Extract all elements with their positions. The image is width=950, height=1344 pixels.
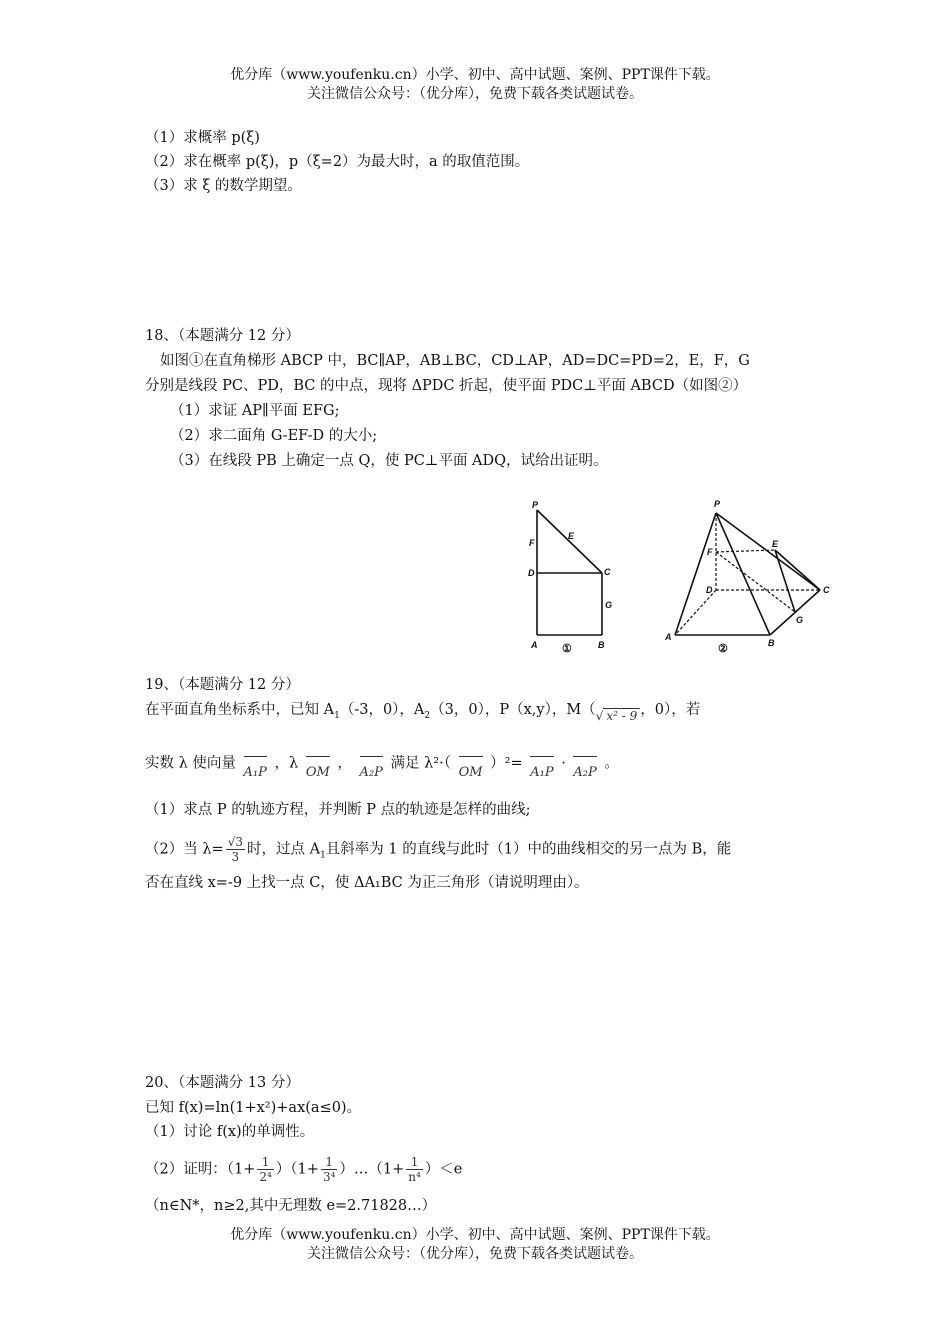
vector-a1p: A₁P bbox=[244, 756, 267, 783]
fraction-1-over-3-4: $\frac{1}{\text{3⁴}}$ bbox=[322, 1155, 336, 1184]
fig1-label-num: ① bbox=[562, 643, 572, 655]
fig1-label-e: E bbox=[568, 531, 575, 541]
fig1-label-b: B bbox=[598, 640, 605, 650]
q17-part2: （2）求在概率 p(ξ)，p（ξ=2）为最大时，a 的取值范围。 bbox=[145, 154, 530, 170]
q18-part3: （3）在线段 PB 上确定一点 Q，使 PC⊥平面 ADQ，试给出证明。 bbox=[170, 453, 608, 469]
fig2-label-b: B bbox=[768, 638, 775, 648]
fig2-label-d: D bbox=[706, 585, 713, 595]
q19-title: 19、（本题满分 12 分） bbox=[145, 677, 300, 693]
vector-a2p-2: A₂P bbox=[573, 756, 596, 783]
q19-stem-line2: 实数 λ 使向量 A₁P ，λ OM ， A₂P 满足 λ²·（ OM ）²= A₁P · A₂P 。 bbox=[145, 750, 619, 777]
figure-1 bbox=[537, 510, 602, 635]
q17-part3: （3）求 ξ 的数学期望。 bbox=[145, 178, 302, 194]
q18-stem-line2: 分别是线段 PC、PD，BC 的中点，现将 ΔPDC 折起，使平面 PDC⊥平面 ABCD（如图②） bbox=[145, 378, 748, 394]
q20-part1: （1）讨论 f(x)的单调性。 bbox=[145, 1124, 315, 1140]
vector-a2p: A₂P bbox=[360, 756, 383, 783]
q19-part2: （2）当 λ= $\frac{√3}{3}$ 时，过点 $A_1$且斜率为 1 的直线与此时（1）中的曲线相交的另一点为 B，能 bbox=[145, 835, 732, 864]
q20-stem: 已知 f(x)=ln(1+x²)+ax(a≤0)。 bbox=[145, 1100, 362, 1116]
fig2-label-num: ② bbox=[718, 643, 728, 655]
fraction-1-over-2-4: $\frac{1}{\text{2⁴}}$ bbox=[259, 1155, 272, 1184]
vector-om-2: OM bbox=[459, 756, 483, 783]
fig2-label-a: A bbox=[665, 632, 672, 642]
fig2-label-f: F bbox=[707, 547, 713, 557]
q19-part1: （1）求点 P 的轨迹方程，并判断 P 点的轨迹是怎样的曲线; bbox=[145, 802, 531, 818]
fig1-label-a: A bbox=[531, 640, 538, 650]
sqrt-expression: √ x² - 9 bbox=[596, 706, 641, 726]
fraction-sqrt3-over-3: $\frac{√3}{3}$ bbox=[227, 835, 243, 864]
page-footer-line1: 优分库（www.youfenku.cn）小学、初中、高中试题、案例、PPT课件下载。 bbox=[230, 1227, 720, 1243]
page-header-line1: 优分库（www.youfenku.cn）小学、初中、高中试题、案例、PPT课件下载。 bbox=[230, 67, 720, 83]
fig2-label-g: G bbox=[796, 615, 804, 625]
fig2-label-e: E bbox=[772, 539, 779, 549]
q19-stem-line1: 在平面直角坐标系中，已知 $A_1(-3$，0），$A_2(3$，0），P（x,y），M（√ x² - 9 ，0），若 bbox=[145, 700, 700, 726]
vector-a1p-2: A₁P bbox=[530, 756, 553, 783]
q18-part1: （1）求证 AP∥平面 EFG; bbox=[170, 403, 340, 419]
fig2-label-c: C bbox=[823, 585, 830, 595]
q18-figures bbox=[520, 495, 840, 660]
fig1-label-c: C bbox=[604, 567, 611, 577]
page-footer-line2: 关注微信公众号：（优分库），免费下载各类试题试卷。 bbox=[307, 1246, 643, 1262]
fig1-label-g: G bbox=[605, 600, 613, 610]
fig2-label-p: P bbox=[714, 499, 721, 509]
fraction-1-over-n-4: $\frac{1}{\text{n⁴}}$ bbox=[408, 1155, 421, 1184]
figure-1-labels bbox=[528, 500, 612, 655]
fig1-label-f: F bbox=[529, 538, 535, 548]
fig1-label-p: P bbox=[532, 500, 539, 510]
q19-part2-cont: 否在直线 x=-9 上找一点 C，使 ΔA₁BC 为正三角形（请说明理由）。 bbox=[145, 875, 589, 891]
q17-part1: （1）求概率 p(ξ) bbox=[145, 130, 260, 146]
q18-title: 18、（本题满分 12 分） bbox=[145, 328, 300, 344]
q20-title: 20、（本题满分 13 分） bbox=[145, 1075, 300, 1091]
q18-stem-line1: 如图①在直角梯形 ABCP 中，BC∥AP，AB⊥BC，CD⊥AP，AD=DC=PD=2，E，F，G bbox=[160, 353, 750, 369]
vector-om: OM bbox=[306, 756, 330, 783]
q18-part2: （2）求二面角 G-EF-D 的大小; bbox=[170, 428, 378, 444]
fig1-label-d: D bbox=[528, 568, 535, 578]
page-header-line2: 关注微信公众号：（优分库），免费下载各类试题试卷。 bbox=[307, 86, 643, 102]
q20-note: （n∈N*，n≥2,其中无理数 e=2.71828…） bbox=[145, 1198, 437, 1214]
q20-part2: （2）证明：（1+ $\frac{1}{\text{2⁴}}$ ）（1+ $\frac{1}{\text{3⁴}}$ ）…（1+ $\frac{1}{\text{n⁴}}$ ）＜e bbox=[145, 1155, 463, 1184]
